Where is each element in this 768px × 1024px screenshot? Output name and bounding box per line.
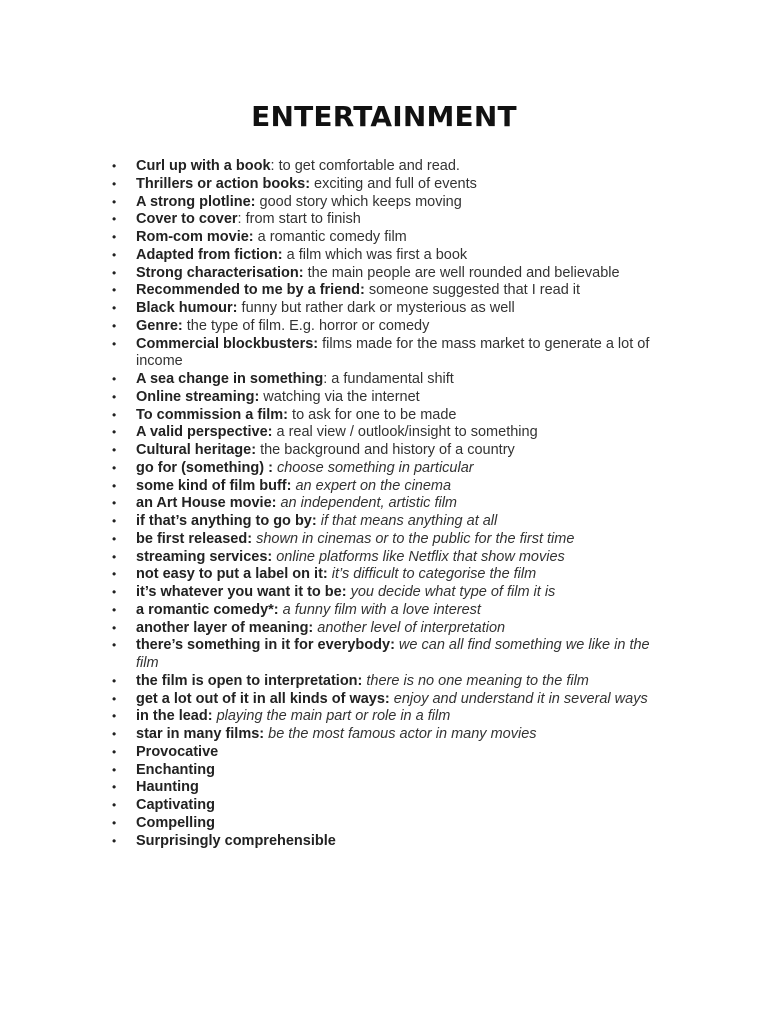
list-item xyxy=(112,743,676,762)
vocabulary-list xyxy=(112,158,676,850)
definition: you decide what type of film it is xyxy=(346,584,556,600)
definition: a film which was first a book xyxy=(282,246,468,263)
bullet-icon: • xyxy=(112,673,117,688)
term: Rom-com movie: xyxy=(136,229,254,245)
definition: enjoy and understand it in several ways xyxy=(389,690,648,707)
bullet-icon: • xyxy=(112,727,117,741)
term: Thrillers or action books: xyxy=(136,175,311,192)
definition: the main people are well rounded and believable xyxy=(303,264,620,281)
term: Strong characterisation: xyxy=(136,264,304,281)
term: another layer of meaning: xyxy=(136,619,314,636)
bullet-icon: • xyxy=(112,301,117,315)
list-item xyxy=(112,300,676,318)
list-item xyxy=(112,530,676,549)
bullet-icon: • xyxy=(112,798,117,812)
definition: a real view / outlook/insight to something xyxy=(272,424,538,441)
bullet-icon: • xyxy=(112,602,117,617)
term: Recommended to me by a friend: xyxy=(136,282,365,299)
bullet-icon: • xyxy=(112,460,117,475)
list-item xyxy=(112,211,676,229)
term: Cultural heritage: xyxy=(136,442,257,458)
bullet-icon: • xyxy=(112,247,117,262)
term: it’s whatever you want it to be: xyxy=(136,584,347,600)
bullet-icon: • xyxy=(112,815,117,830)
list-item xyxy=(112,442,676,460)
term: if that’s anything to go by: xyxy=(136,513,317,529)
bullet-icon: • xyxy=(112,585,117,599)
term: go for (something) : xyxy=(136,459,273,476)
list-item xyxy=(112,229,676,247)
definition: good story which keeps moving xyxy=(255,193,462,210)
bullet-icon: • xyxy=(112,283,117,298)
list-item xyxy=(112,584,676,602)
term: Enchanting xyxy=(136,761,215,778)
bullet-icon: • xyxy=(112,212,117,227)
definition: films made for the mass market to generate a lot of income xyxy=(136,335,650,370)
term: A valid perspective: xyxy=(136,424,273,441)
list-item xyxy=(112,246,676,265)
bullet-icon: • xyxy=(112,159,117,173)
bullet-icon: • xyxy=(112,780,117,795)
list-item xyxy=(112,317,676,336)
definition: exciting and full of events xyxy=(310,175,477,192)
term: a romantic comedy*: xyxy=(136,601,279,618)
definition: if that means anything at all xyxy=(316,513,498,529)
list-item xyxy=(112,637,676,673)
term: A sea change in something xyxy=(136,371,324,387)
bullet-icon: • xyxy=(112,496,117,511)
term: in the lead: xyxy=(136,708,213,725)
term: Cover to cover xyxy=(136,211,238,228)
list-item xyxy=(112,371,676,389)
list-item xyxy=(112,495,676,513)
term: star in many films: xyxy=(136,726,265,742)
term: there’s something in it for everybody: xyxy=(136,637,395,654)
definition: the type of film. E.g. horror or comedy xyxy=(182,317,430,334)
list-item xyxy=(112,388,676,407)
list-item xyxy=(112,832,676,851)
list-item xyxy=(112,406,676,425)
bullet-icon: • xyxy=(112,744,117,759)
bullet-icon: • xyxy=(112,265,117,280)
definition: the background and history of a country xyxy=(256,442,515,458)
list-item xyxy=(112,566,676,584)
list-item xyxy=(112,814,676,833)
term: Genre: xyxy=(136,317,183,334)
list-item xyxy=(112,513,676,531)
list-item xyxy=(112,335,676,372)
term: the film is open to interpretation: xyxy=(136,672,363,689)
term: be first released: xyxy=(136,530,253,547)
definition: shown in cinemas or to the public for the first time xyxy=(252,530,575,547)
bullet-icon: • xyxy=(112,336,117,351)
list-item xyxy=(112,672,676,691)
list-item xyxy=(112,158,676,176)
bullet-icon: • xyxy=(112,194,117,209)
list-item xyxy=(112,264,676,283)
definition: an independent, artistic film xyxy=(276,495,458,512)
list-item xyxy=(112,175,676,194)
term: A strong plotline: xyxy=(136,193,256,210)
list-item xyxy=(112,726,676,744)
definition: online platforms like Netflix that show movies xyxy=(272,548,565,565)
term: Surprisingly comprehensible xyxy=(136,832,336,849)
bullet-icon: • xyxy=(112,230,117,244)
bullet-icon: • xyxy=(112,531,117,546)
bullet-icon: • xyxy=(112,638,117,653)
list-item xyxy=(112,459,676,478)
list-item xyxy=(112,619,676,638)
definition: playing the main part or role in a film xyxy=(212,708,451,725)
list-item xyxy=(112,282,676,300)
term: streaming services: xyxy=(136,548,273,565)
definition: an expert on the cinema xyxy=(291,477,452,494)
list-item xyxy=(112,193,676,212)
bullet-icon: • xyxy=(112,443,117,457)
list-item xyxy=(112,477,676,496)
bullet-icon: • xyxy=(112,514,117,528)
term: Black humour: xyxy=(136,300,238,316)
definition: a romantic comedy film xyxy=(253,229,407,245)
term: Compelling xyxy=(136,814,215,831)
bullet-icon: • xyxy=(112,318,117,333)
definition: funny but rather dark or mysterious as well xyxy=(237,300,515,316)
bullet-icon: • xyxy=(112,478,117,493)
list-item xyxy=(112,779,676,797)
list-item xyxy=(112,424,676,442)
bullet-icon: • xyxy=(112,176,117,191)
bullet-icon: • xyxy=(112,549,117,564)
definition: : to get comfortable and read. xyxy=(270,158,460,174)
definition: to ask for one to be made xyxy=(288,406,457,423)
term: not easy to put a label on it: xyxy=(136,566,328,583)
list-item xyxy=(112,708,676,726)
term: get a lot out of it in all kinds of ways: xyxy=(136,690,390,707)
term: Commercial blockbusters: xyxy=(136,335,319,352)
list-item xyxy=(112,761,676,780)
bullet-icon: • xyxy=(112,691,117,706)
bullet-icon: • xyxy=(112,762,117,777)
definition: : from start to finish xyxy=(237,211,361,228)
bullet-icon: • xyxy=(112,372,117,386)
list-item xyxy=(112,601,676,620)
term: Adapted from fiction: xyxy=(136,246,283,263)
term: To commission a film: xyxy=(136,406,289,423)
bullet-icon: • xyxy=(112,407,117,422)
list-item xyxy=(112,797,676,815)
definition: it’s difficult to categorise the film xyxy=(327,566,537,583)
term: an Art House movie: xyxy=(136,495,277,512)
definition: be the most famous actor in many movies xyxy=(264,726,537,742)
list-item xyxy=(112,548,676,567)
bullet-icon: • xyxy=(112,567,117,582)
definition: another level of interpretation xyxy=(313,619,506,636)
term: Captivating xyxy=(136,797,215,813)
definition: choose something in particular xyxy=(272,459,474,476)
term: Provocative xyxy=(136,743,219,760)
definition: : a fundamental shift xyxy=(323,371,454,387)
term: Online streaming: xyxy=(136,388,260,405)
term: Curl up with a book xyxy=(136,158,271,174)
term: some kind of film buff: xyxy=(136,477,292,494)
bullet-icon: • xyxy=(112,389,117,404)
page-title: ENTERTAINMENT xyxy=(251,100,517,133)
bullet-icon: • xyxy=(112,833,117,848)
definition: we can all find something we like in the film xyxy=(136,637,650,671)
bullet-icon: • xyxy=(112,425,117,440)
bullet-icon: • xyxy=(112,709,117,724)
list-item xyxy=(112,690,676,709)
definition: watching via the internet xyxy=(259,388,420,405)
definition: a funny film with a love interest xyxy=(278,601,481,618)
definition: there is no one meaning to the film xyxy=(362,672,589,689)
term: Haunting xyxy=(136,779,199,796)
definition: someone suggested that I read it xyxy=(364,282,581,299)
bullet-icon: • xyxy=(112,620,117,635)
